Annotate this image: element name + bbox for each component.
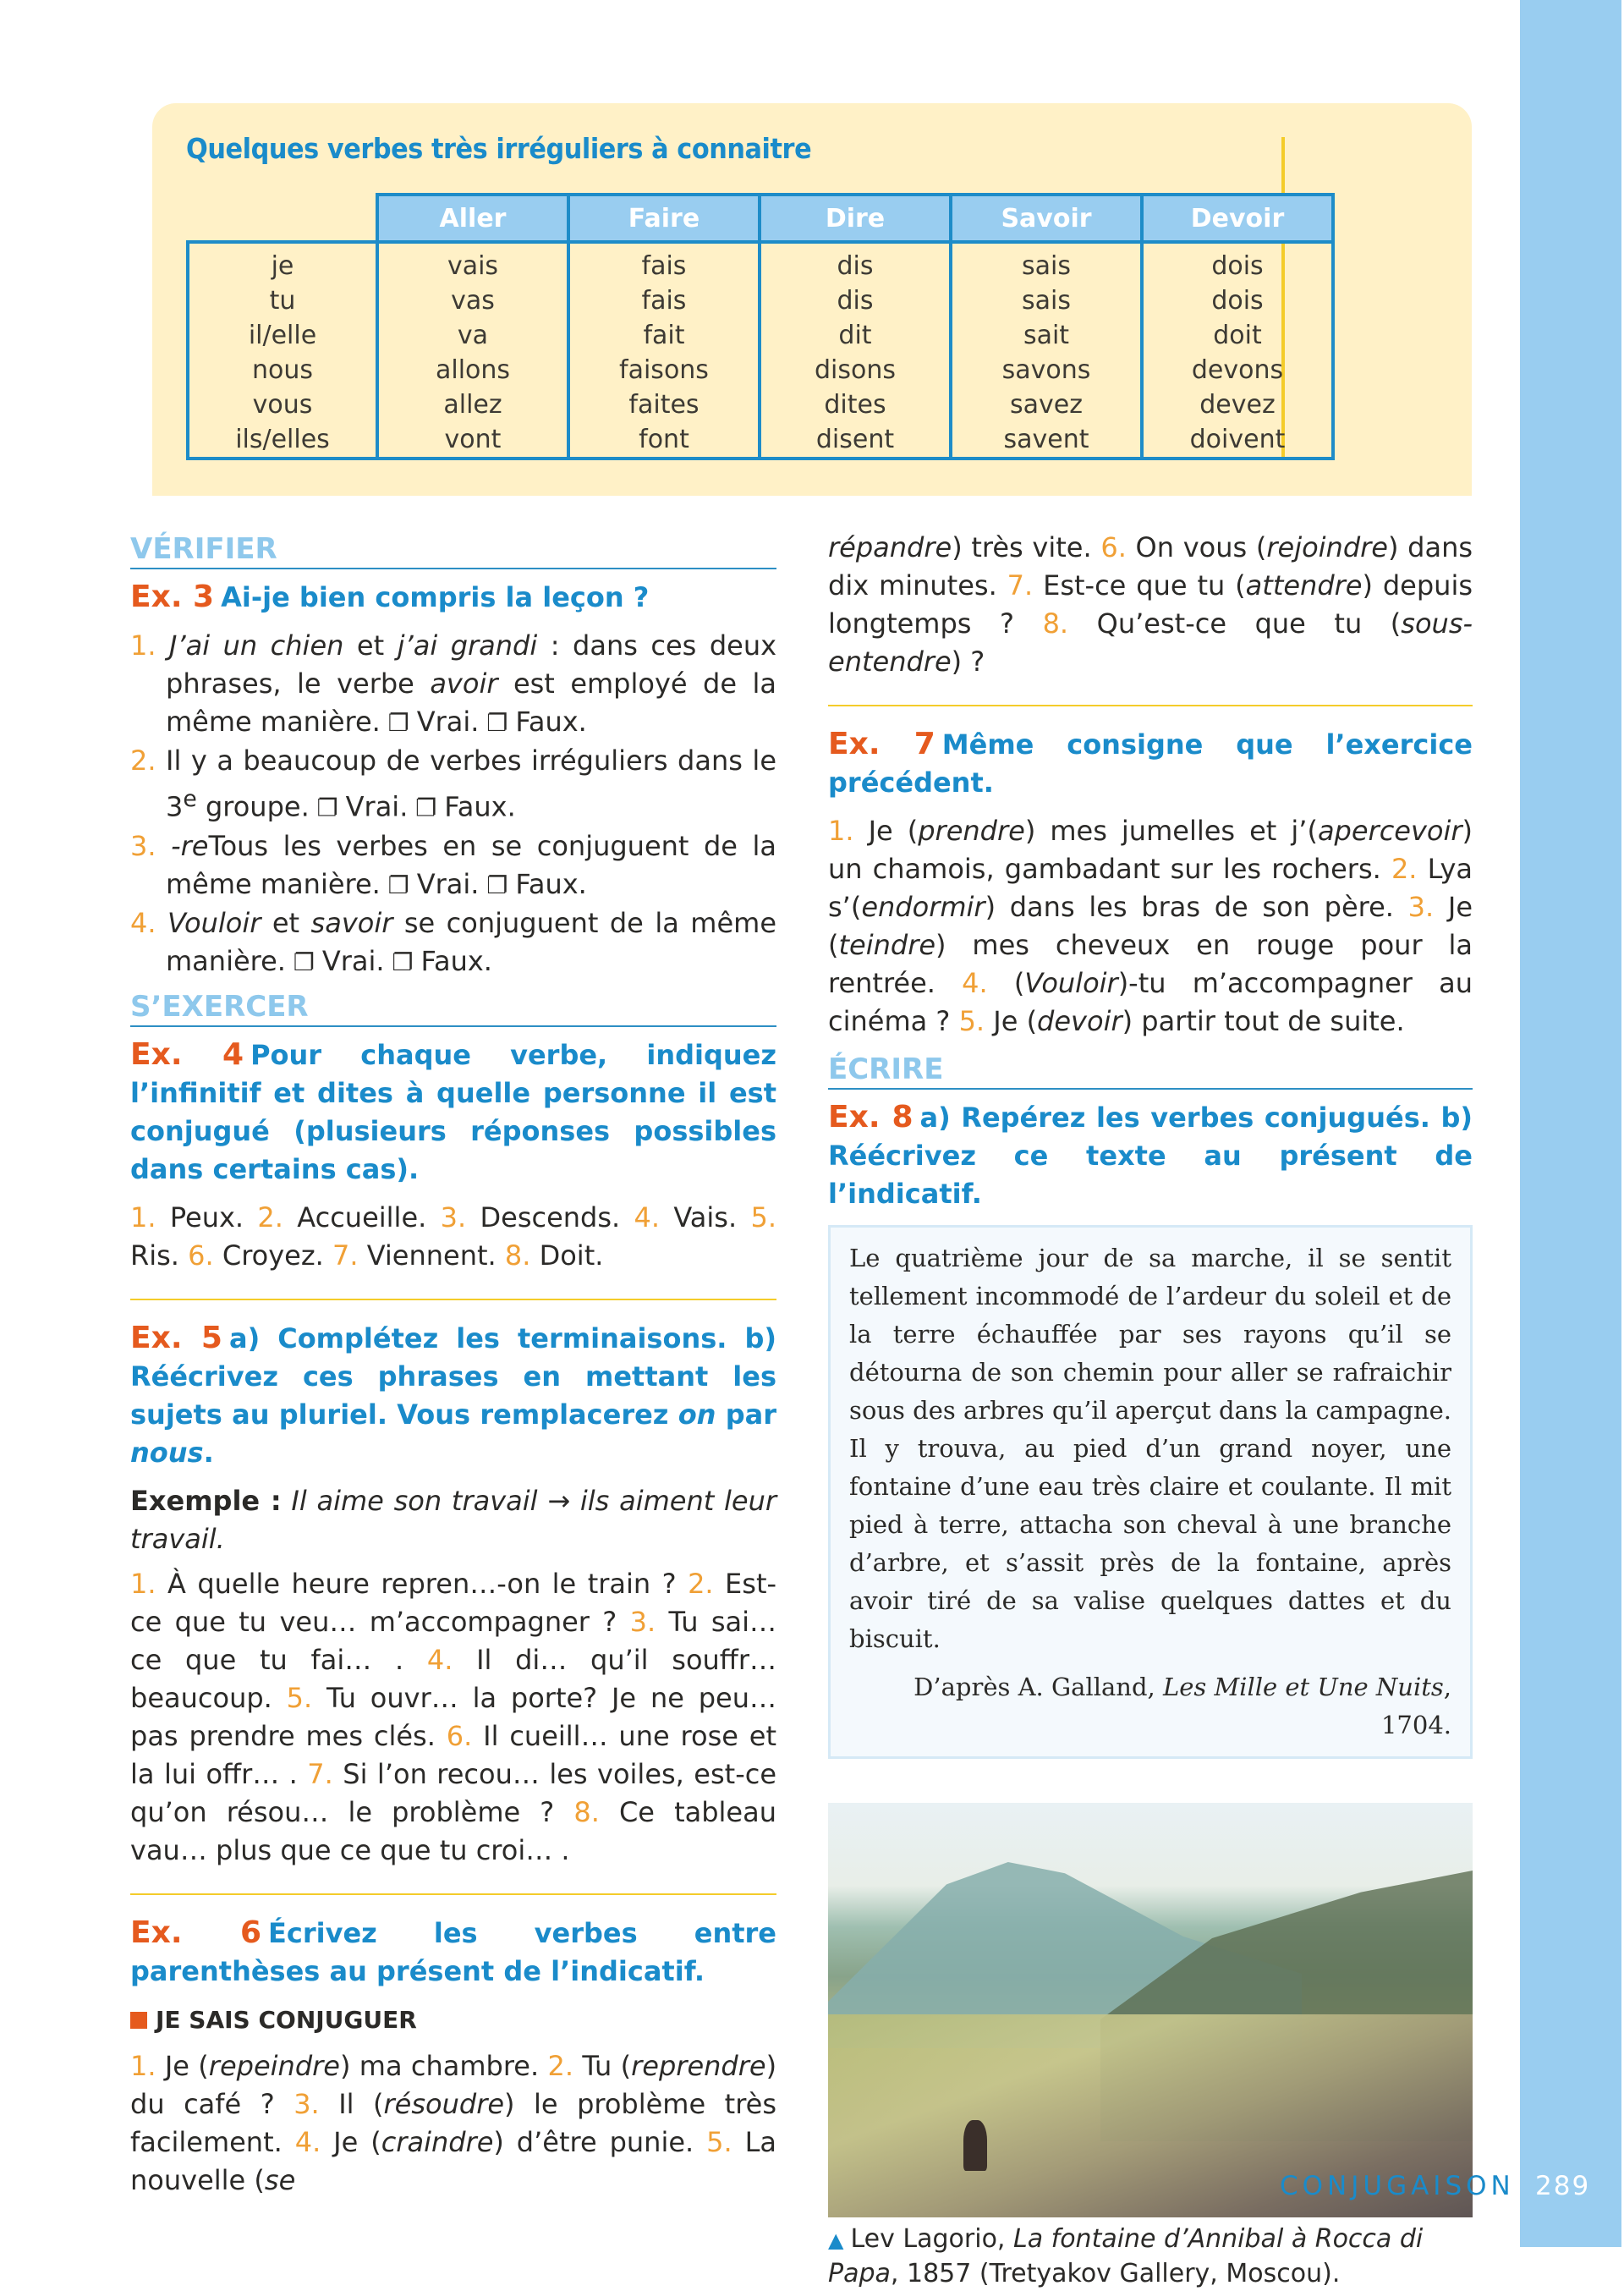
item-text: groupe. xyxy=(196,790,310,823)
item-text: À quelle heure repren…-on le train ? xyxy=(167,1567,689,1600)
painting-image xyxy=(828,1803,1473,2217)
item-text: ) un chamois, gambadant sur les rochers. xyxy=(828,815,1473,885)
checkbox-faux: ❐ xyxy=(408,794,445,822)
item-number: 2. xyxy=(688,1567,726,1600)
conjugation-cell: savent xyxy=(951,422,1142,459)
item-number: 5. xyxy=(958,1005,994,1037)
conjugation-cell: sais xyxy=(951,242,1142,283)
conjugation-cell: disent xyxy=(760,422,951,459)
item-text: Ce tableau vau… plus que ce que tu croi… . xyxy=(130,1795,776,1866)
item-text: Croyez. xyxy=(222,1239,332,1272)
item-number: 1. xyxy=(130,1200,170,1233)
exercise-8-heading xyxy=(828,1098,1473,1213)
italic-text: J’ai un chien xyxy=(169,629,344,662)
item-number: 3. xyxy=(130,829,172,862)
item-text: Descends. xyxy=(480,1200,634,1233)
item-text: Je ( xyxy=(993,1005,1038,1037)
option-faux: Faux. xyxy=(444,790,516,823)
exercise-title-part: . xyxy=(203,1436,214,1469)
item-number: 1. xyxy=(828,815,869,847)
item-text: ( xyxy=(1013,967,1025,999)
exercise-number: Ex. 5 xyxy=(130,1320,222,1355)
item-text: Vais. xyxy=(673,1200,751,1233)
exercise-number: Ex. 7 xyxy=(828,727,935,761)
table-row xyxy=(188,422,1333,459)
verb-infinitive: répandre xyxy=(828,531,952,563)
pronoun-cell: ils/elles xyxy=(188,422,377,459)
item-text: ) partir tout de suite. xyxy=(1122,1005,1405,1037)
item-number: 4. xyxy=(294,2125,334,2158)
item-text: Je ( xyxy=(868,815,919,847)
italic-text: savoir xyxy=(310,906,393,939)
item-number: 3. xyxy=(294,2087,339,2120)
item-text: ) dans les bras de son père. xyxy=(985,891,1394,923)
box-title: Quelques verbes très irréguliers à connaitre xyxy=(186,132,812,165)
verb-infinitive: attendre xyxy=(1245,569,1363,602)
verb-infinitive: sous-entendre xyxy=(828,607,1473,678)
divider xyxy=(130,1893,776,1895)
item-text: se conjuguent de la même manière. xyxy=(166,829,777,900)
conjugation-cell: fais xyxy=(568,242,760,283)
item-number: 2. xyxy=(1391,853,1428,885)
item-number: 1. xyxy=(130,2049,165,2082)
item-number: 4. xyxy=(130,906,167,939)
exercise-4-heading xyxy=(130,1036,776,1189)
pronoun-cell: nous xyxy=(188,353,377,387)
item-text: ) du café ? xyxy=(130,2049,777,2120)
section-heading-exercer: S’EXERCER xyxy=(130,988,776,1027)
conjugation-cell: allez xyxy=(377,387,568,422)
item-text: est employé de la même manière. xyxy=(166,668,777,738)
checkbox-faux: ❐ xyxy=(384,948,421,976)
item-text: ) d’être punie. xyxy=(493,2125,694,2158)
source-year: , 1704. xyxy=(1380,1673,1451,1739)
triangle-up-icon: ▲ xyxy=(828,2228,844,2252)
conjugation-cell: dites xyxy=(760,387,951,422)
item-number: 2. xyxy=(257,1200,298,1233)
conjugation-cell: devez xyxy=(1142,387,1333,422)
option-vrai: Vrai. xyxy=(321,944,385,977)
conjugation-cell: allons xyxy=(377,353,568,387)
item-number: 2. xyxy=(130,744,167,777)
checkbox-vrai: ❐ xyxy=(380,871,417,899)
exercise-title: Pour chaque verbe, indiquez l’infinitif et dites à quelle personne il est conjugué (plusieurs réponses possibles dans certains cas). xyxy=(130,1038,776,1185)
conjugation-cell: dis xyxy=(760,242,951,283)
option-faux: Faux. xyxy=(515,867,587,900)
conjugation-cell: font xyxy=(568,422,760,459)
side-color-strip xyxy=(1520,0,1621,2247)
item-text: Est-ce que tu ( xyxy=(1043,569,1246,602)
verb-infinitive: prendre xyxy=(918,815,1025,847)
subheading-label: JE SAIS CONJUGUER xyxy=(156,2005,417,2034)
italic-text: -re xyxy=(171,829,209,862)
subheading xyxy=(130,2001,776,2039)
exercise-number: Ex. 3 xyxy=(130,580,215,614)
item-text: ) mes cheveux en rouge pour la rentrée. xyxy=(828,929,1473,999)
exercise-title-part: par xyxy=(716,1398,776,1431)
item-text: ) très vite. xyxy=(952,531,1101,563)
item-text: ) ? xyxy=(951,646,985,678)
page-number: 289 xyxy=(1535,2171,1591,2201)
option-vrai: Vrai. xyxy=(345,790,409,823)
item-text: Doit. xyxy=(539,1239,604,1272)
table-row xyxy=(188,353,1333,387)
conjugation-cell: sais xyxy=(951,283,1142,318)
superscript: e xyxy=(183,786,197,812)
column-header: Devoir xyxy=(1142,195,1333,242)
source-author: D’après A. Galland, xyxy=(914,1673,1163,1701)
item-number: 6. xyxy=(188,1239,222,1272)
item-text: ) ma chambre. xyxy=(339,2049,540,2082)
exercise-7-heading xyxy=(828,725,1473,802)
table-row xyxy=(188,283,1333,318)
item-text: Est-ce que tu veu… m’accompagner ? xyxy=(130,1567,777,1638)
extract-text: Le quatrième jour de sa marche, il se sentit tellement incommodé de l’ardeur du soleil et de la terre échauffée par ses rayons qu’il se détourna de son chemin pour aller se rafraichir sous des arbres qu’il aperçut dans la campagne. Il y trouva, au pied d’un grand noyer, une fontaine d’une eau très claire et coulante. Il mit pied à terre, attacha son cheval à une branche d’arbre, et s’assit près de la fontaine, après avoir tiré de sa valise quelques dattes et du biscuit. xyxy=(849,1244,1451,1653)
checkbox-faux: ❐ xyxy=(479,709,516,737)
exercise-number: Ex. 8 xyxy=(828,1100,914,1135)
pronoun-cell: tu xyxy=(188,283,377,318)
list-item xyxy=(130,827,776,904)
item-text: Peux. xyxy=(169,1200,258,1233)
item-text: On vous ( xyxy=(1135,531,1267,563)
checkbox-vrai: ❐ xyxy=(380,709,417,737)
section-heading-ecrire: ÉCRIRE xyxy=(828,1051,1473,1090)
exercise-3-heading xyxy=(130,578,776,617)
item-text: Tu ouvr… la porte? Je ne peu… pas prendre mes clés. xyxy=(130,1681,777,1752)
exercise-3-items xyxy=(130,627,776,981)
conjugation-cell: doivent xyxy=(1142,422,1333,459)
item-number: 4. xyxy=(634,1200,674,1233)
option-faux: Faux. xyxy=(420,944,492,977)
table-row xyxy=(188,242,1333,283)
exercise-number: Ex. 4 xyxy=(130,1036,244,1072)
item-number: 7. xyxy=(332,1239,367,1272)
table-header-row xyxy=(188,195,1333,242)
item-number: 2. xyxy=(547,2049,583,2082)
item-text: Viennent. xyxy=(366,1239,505,1272)
italic-text: j’ai grandi xyxy=(397,629,538,662)
conjugation-cell: fais xyxy=(568,283,760,318)
conjugation-cell: va xyxy=(377,318,568,353)
example-sentence: Il aime son travail xyxy=(291,1484,538,1517)
exercise-number: Ex. 6 xyxy=(130,1915,262,1950)
conjugation-cell: vas xyxy=(377,283,568,318)
verb-infinitive: teindre xyxy=(838,929,936,961)
list-item xyxy=(130,627,776,742)
caption-details: , 1857 (Tretyakov Gallery, Moscou). xyxy=(890,2259,1341,2288)
item-text: Lya s’( xyxy=(828,853,1473,923)
emphasis: nous xyxy=(130,1436,204,1469)
exercise-title: a) Complétez les terminaisons. b) Réécrivez ces phrases en mettant les sujets au pluriel. Vous remplacerez xyxy=(130,1321,777,1431)
list-item xyxy=(130,904,776,981)
divider xyxy=(828,705,1473,706)
column-header: Savoir xyxy=(951,195,1142,242)
arrow-icon: → xyxy=(547,1484,571,1517)
conjugation-cell: vont xyxy=(377,422,568,459)
item-number: 7. xyxy=(1007,569,1044,602)
item-number: 6. xyxy=(446,1719,484,1752)
divider xyxy=(130,1299,776,1300)
item-number: 5. xyxy=(706,2125,745,2158)
item-number: 8. xyxy=(573,1795,619,1828)
verb-infinitive: endormir xyxy=(861,891,985,923)
list-item xyxy=(130,742,776,827)
conjugation-cell: savons xyxy=(951,353,1142,387)
conjugation-cell: dis xyxy=(760,283,951,318)
checkbox-faux: ❐ xyxy=(479,871,516,899)
exercise-title: Ai-je bien compris la leçon ? xyxy=(221,581,650,613)
item-text: ) dans dix minutes. xyxy=(828,531,1473,602)
item-text: se conjuguent de la même manière. xyxy=(166,906,777,977)
column-header: Faire xyxy=(568,195,760,242)
table-corner xyxy=(188,195,377,242)
item-text: ) le problème très facilement. xyxy=(130,2087,776,2158)
item-number: 1. xyxy=(130,629,170,662)
item-number: 5. xyxy=(286,1681,327,1714)
item-number: 4. xyxy=(962,967,1014,999)
conjugation-cell: fait xyxy=(568,318,760,353)
table-row xyxy=(188,387,1333,422)
item-text: ) mes jumelles et j’( xyxy=(1024,815,1318,847)
item-text: Qu’est-ce que tu ( xyxy=(1096,607,1402,640)
verb-infinitive: repeindre xyxy=(208,2049,340,2082)
item-text: Tous les verbes en xyxy=(208,829,491,862)
item-number: 6. xyxy=(1100,531,1136,563)
option-faux: Faux. xyxy=(515,706,587,738)
painting-caption xyxy=(828,2222,1473,2291)
item-text: Il ( xyxy=(338,2087,384,2120)
item-text: Je ( xyxy=(164,2049,209,2082)
column-header: Dire xyxy=(760,195,951,242)
item-text: : dans ces deux phrases, le verbe xyxy=(166,629,777,700)
item-number: 1. xyxy=(130,1567,167,1600)
painting-rider xyxy=(963,2120,987,2171)
item-text: Il y a beaucoup de verbes irréguliers dans le 3 xyxy=(166,744,777,823)
conjugation-table xyxy=(186,193,1335,460)
conjugation-cell: disons xyxy=(760,353,951,387)
conjugation-cell: dois xyxy=(1142,242,1333,283)
section-heading-verifier: VÉRIFIER xyxy=(130,530,776,569)
orange-square-icon xyxy=(130,2012,147,2029)
example-label: Exemple : xyxy=(130,1484,282,1517)
verb-infinitive: Vouloir xyxy=(1024,967,1118,999)
item-number: 8. xyxy=(504,1239,540,1272)
exercise-title: Même consigne que l’exercice précédent. xyxy=(828,728,1473,799)
italic-text: avoir xyxy=(430,668,498,700)
item-number: 3. xyxy=(629,1605,669,1638)
conjugation-cell: dit xyxy=(760,318,951,353)
item-text: Je ( xyxy=(828,891,1473,961)
item-number: 7. xyxy=(307,1757,343,1790)
exercise-7-items xyxy=(828,812,1473,1041)
conjugation-cell: savez xyxy=(951,387,1142,422)
caption-title: La fontaine d’Annibal à Rocca di Papa xyxy=(828,2224,1424,2288)
item-text: Il di… qu’il souffr… beaucoup. xyxy=(130,1643,776,1714)
option-vrai: Vrai. xyxy=(416,706,480,738)
item-text: Je ( xyxy=(333,2125,381,2158)
italic-text: Vouloir xyxy=(167,906,261,939)
exercise-5-heading xyxy=(130,1319,776,1472)
source-title: Les Mille et Une Nuits xyxy=(1162,1673,1444,1701)
item-text: )-tu m’accompagner au cinéma ? xyxy=(828,967,1473,1037)
verb-infinitive: résoudre xyxy=(383,2087,505,2120)
verb-infinitive: craindre xyxy=(381,2125,494,2158)
option-vrai: Vrai. xyxy=(416,867,480,900)
conjugation-cell: faisons xyxy=(568,353,760,387)
left-column xyxy=(130,529,776,2206)
pronoun-cell: je xyxy=(188,242,377,283)
item-number: 8. xyxy=(1042,607,1097,640)
item-text: Tu ( xyxy=(582,2049,632,2082)
item-text: ) depuis longtemps ? xyxy=(828,569,1473,640)
pronoun-cell: vous xyxy=(188,387,377,422)
exercise-6-heading xyxy=(130,1914,776,1991)
extract-source xyxy=(849,1668,1451,1744)
exercise-6-items-continued xyxy=(828,529,1473,681)
item-text: et xyxy=(261,906,311,939)
table-row xyxy=(188,318,1333,353)
item-number: 5. xyxy=(750,1200,776,1233)
verb-infinitive: se xyxy=(264,2163,296,2196)
conjugation-cell: sait xyxy=(951,318,1142,353)
conjugation-cell: dois xyxy=(1142,283,1333,318)
verb-infinitive: devoir xyxy=(1037,1005,1122,1037)
checkbox-vrai: ❐ xyxy=(309,794,346,822)
column-header: Aller xyxy=(377,195,568,242)
conjugation-cell: devons xyxy=(1142,353,1333,387)
footer-chapter-label: CONJUGAISON xyxy=(1280,2171,1515,2201)
conjugation-cell: faites xyxy=(568,387,760,422)
item-number: 4. xyxy=(426,1643,477,1676)
verb-infinitive: apercevoir xyxy=(1317,815,1462,847)
emphasis: on xyxy=(678,1398,716,1431)
item-text: Accueille. xyxy=(297,1200,441,1233)
verb-infinitive: rejoindre xyxy=(1266,531,1388,563)
item-text: et xyxy=(343,629,398,662)
literary-extract xyxy=(828,1225,1473,1759)
pronoun-cell: il/elle xyxy=(188,318,377,353)
exercise-title: a) Repérez les verbes conjugués. b) Réécrivez ce texte au présent de l’indicatif. xyxy=(828,1102,1473,1210)
checkbox-vrai: ❐ xyxy=(285,948,322,976)
item-text: Tu sai… ce que tu fai… . xyxy=(130,1605,777,1676)
conjugation-cell: doit xyxy=(1142,318,1333,353)
conjugation-cell: vais xyxy=(377,242,568,283)
exercise-5-items xyxy=(130,1565,776,1870)
item-number: 3. xyxy=(440,1200,480,1233)
exercise-4-items xyxy=(130,1199,776,1275)
item-text: La nouvelle ( xyxy=(130,2125,777,2196)
caption-artist: Lev Lagorio, xyxy=(850,2224,1013,2254)
item-number: 3. xyxy=(1407,891,1448,923)
exercise-title: Écrivez les verbes entre parenthèses au présent de l’indicatif. xyxy=(130,1916,776,1987)
right-column xyxy=(828,529,1473,2291)
item-text: Il cueill… une rose et la lui offr… . xyxy=(130,1719,777,1790)
verb-infinitive: reprendre xyxy=(631,2049,766,2082)
exercise-6-items xyxy=(130,2047,776,2200)
item-text: Si l’on recou… les voiles, est-ce qu’on résou… le problème ? xyxy=(130,1757,777,1828)
exercise-5-example xyxy=(130,1482,776,1558)
item-text: Ris. xyxy=(130,1239,189,1272)
example-answer: ils aiment leur travail. xyxy=(130,1484,777,1555)
